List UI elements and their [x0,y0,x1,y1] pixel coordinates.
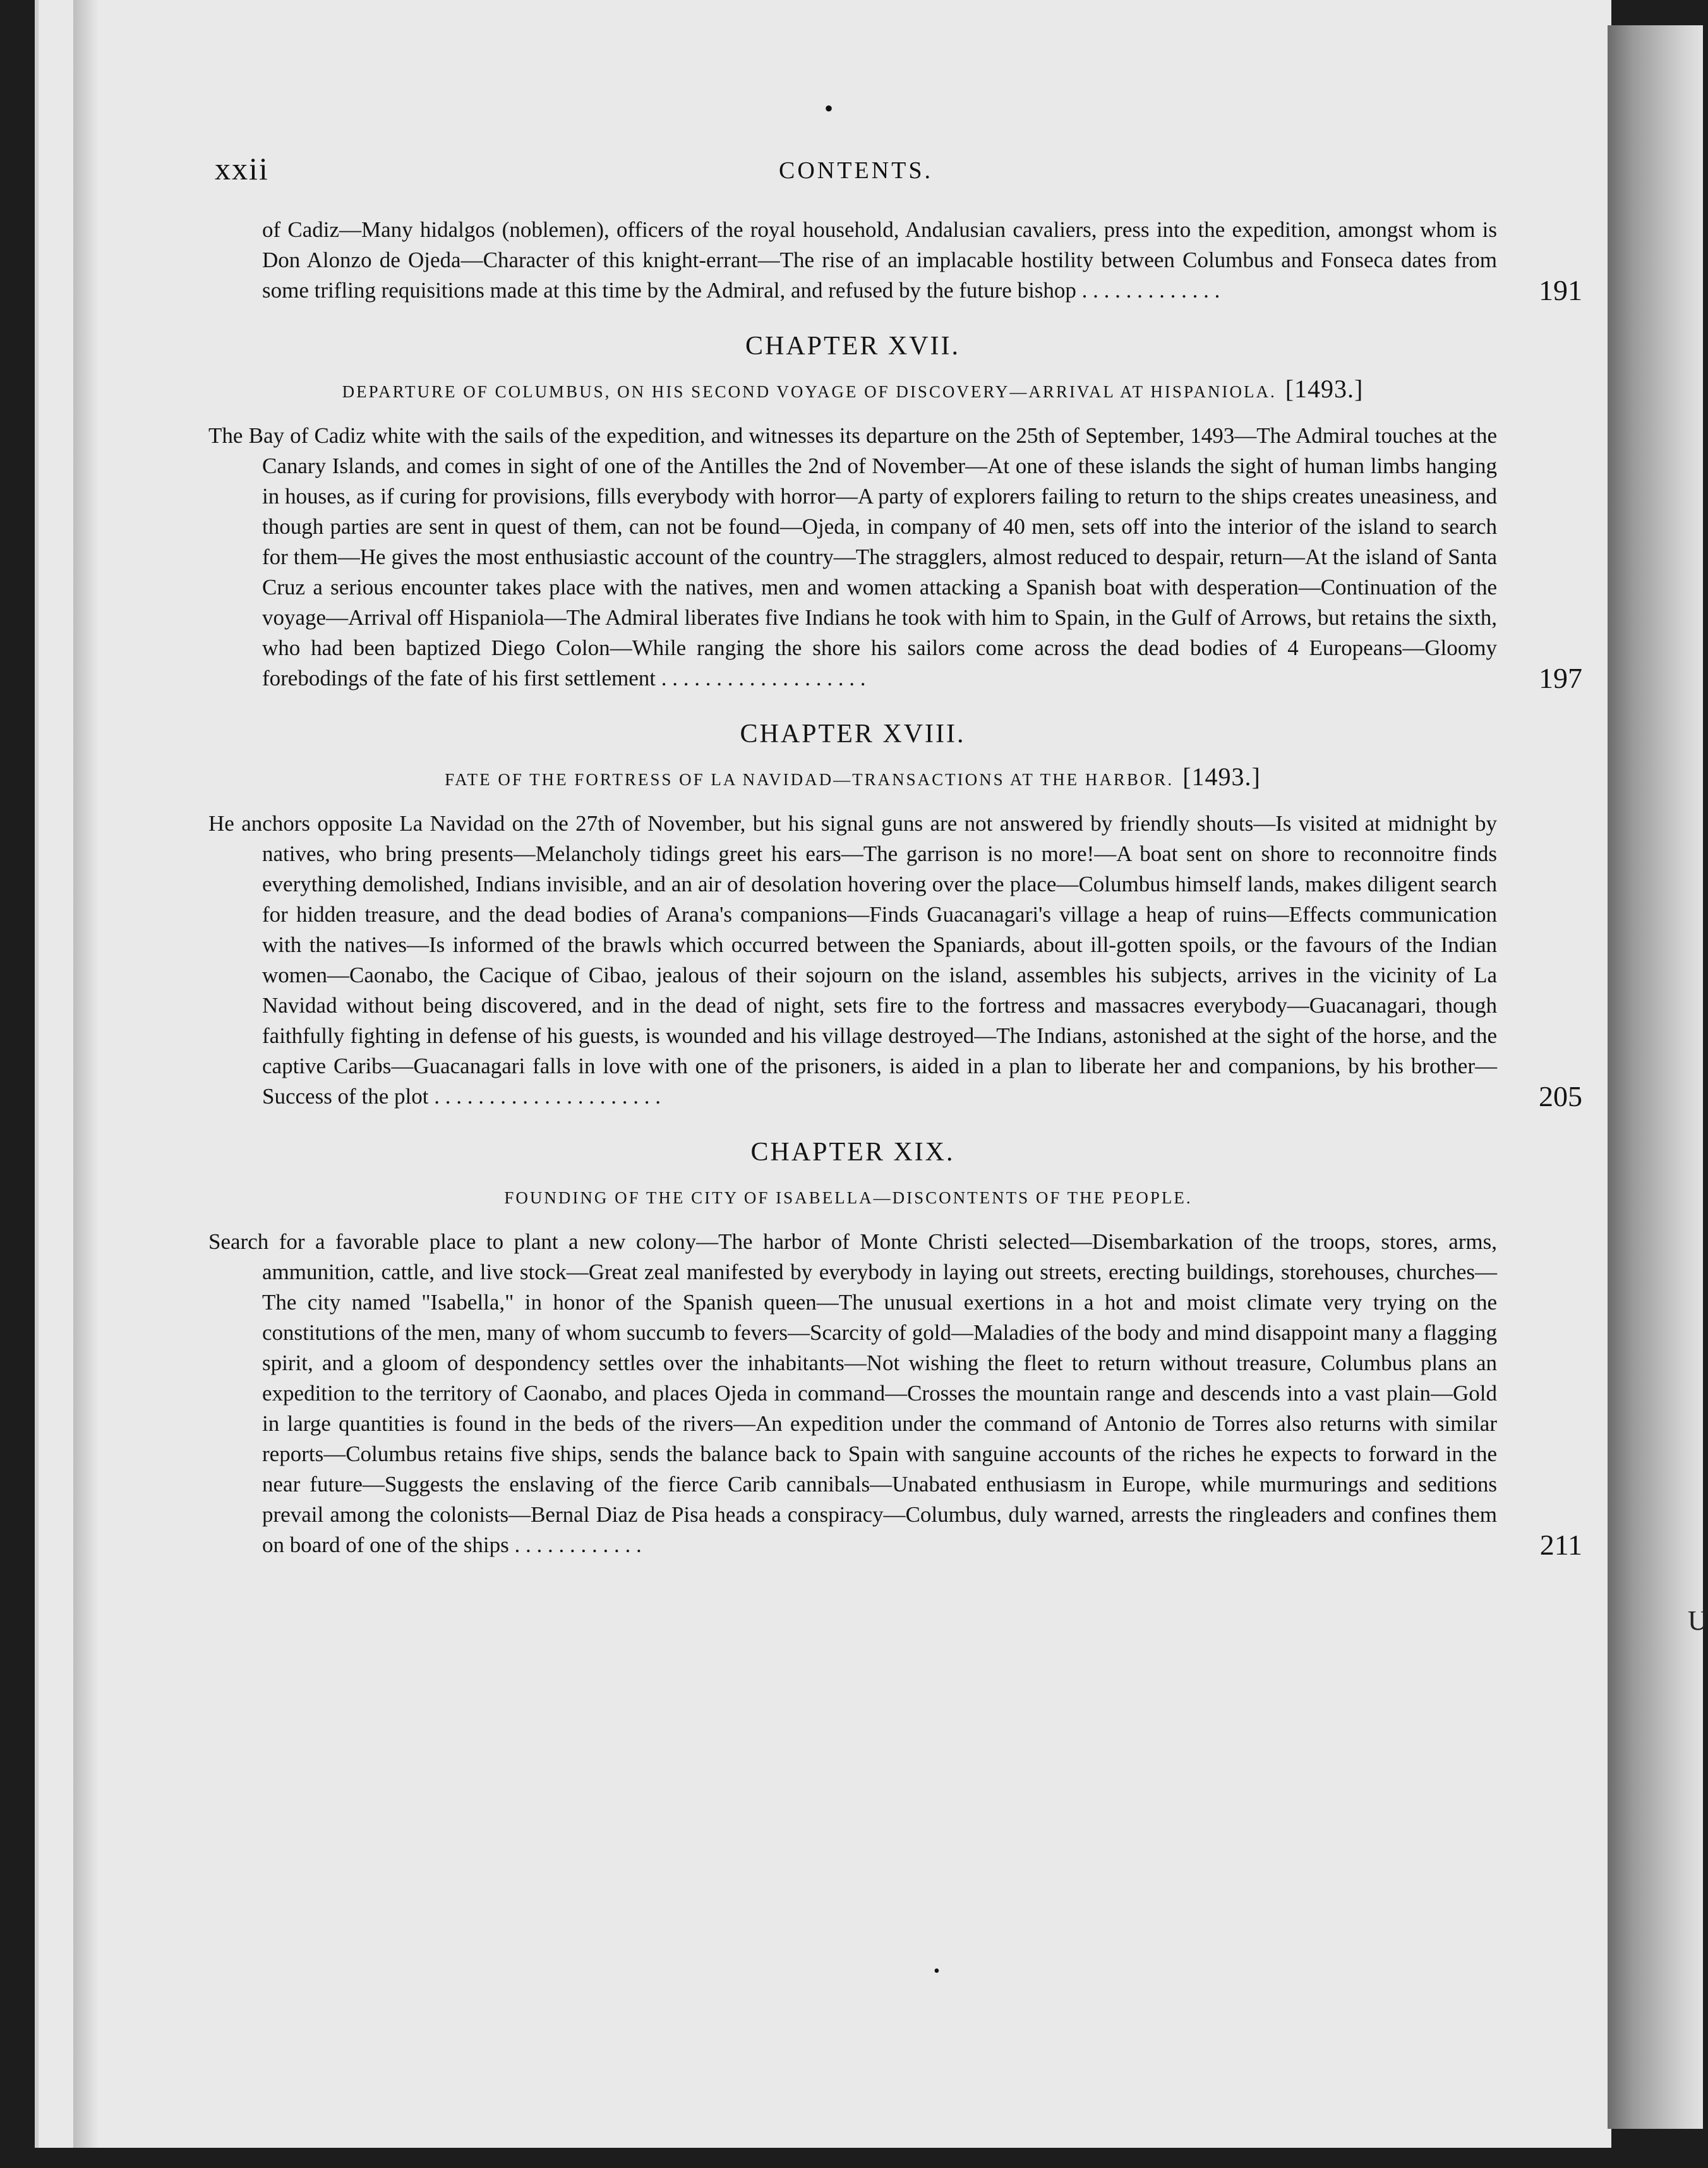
entry-lead-word: He [208,811,234,836]
chapter-section [208,331,1582,694]
page-number: xxii [215,151,269,186]
chapter-heading: CHAPTER XIX. [750,1138,955,1167]
running-title: CONTENTS. [779,157,933,184]
chapter-subtitle [259,762,1446,795]
leader-dots: . . . . . . . . . . . . . . . . . . . [661,666,866,690]
chapter-section [208,719,1582,1112]
ink-mark-top: • [824,94,834,123]
chapter-subtitle-text: DEPARTURE OF COLUMBUS, ON HIS SECOND VOYAGE OF DISCOVERY—ARRIVAL AT HISPANIOLA. [342,382,1277,401]
entry-lead-word: Search [208,1229,269,1254]
chapter-heading: CHAPTER XVII. [745,332,960,361]
leader-dots: . . . . . . . . . . . . . [1081,278,1220,303]
page-reference: 211 [1539,1529,1582,1561]
facing-page-edge [1608,25,1703,2129]
chapter-subtitle-text: FATE OF THE FORTRESS OF LA NAVIDAD—TRANSACTIONS AT THE HARBOR. [445,770,1174,789]
facing-page-letter: U [1688,1605,1708,1636]
chapter-subtitle [259,374,1446,407]
ink-mark-bottom: • [934,1961,940,1981]
entry-text: of Cadiz—Many hidalgos (noblemen), officers of the royal household, Andalusian cavaliers, press into the expedition, amongst whom is Don Alonzo de Ojeda—Character of this knight-errant—The rise of an implacable hostility between Columbus and Fonseca dates from some trifling requisitions made at this time by the Admiral, and refused by the future bishop [262,217,1497,303]
leader-dots: . . . . . . . . . . . . [514,1533,642,1557]
chapter-year: [1493.] [1182,762,1261,791]
chapter-subtitle [259,1180,1446,1213]
contents-entry [208,421,1582,694]
contents-entry [208,1227,1582,1561]
chapter-year: [1493.] [1285,375,1364,403]
contents-entry [208,215,1582,306]
chapter-subtitle-text: FOUNDING OF THE CITY OF ISABELLA—DISCONTENTS OF THE PEOPLE. [504,1188,1193,1207]
entry-lead-word: The [208,423,243,448]
leader-dots: . . . . . . . . . . . . . . . . . . . . . [434,1084,661,1109]
chapter-section [208,1137,1582,1561]
page-reference: 197 [1539,662,1582,694]
entry-text: anchors opposite La Navidad on the 27th of November, but his signal guns are not answered by friendly shouts—Is visited at midnight by natives, who bring presents—Melancholy tidings greet his ears—The garrison is no more!—A boat sent on shore to reconnoitre finds everything demolished, Indians invisible, and an air of desolation hovering over the place—Columbus himself lands, makes diligent search for hidden treasure, and the dead bodies of Arana's companions—Finds Guacanagari's village a heap of ruins—Effects communication with the natives—Is informed of the brawls which occurred between the Spaniards, about ill-gotten spoils, or the favours of the Indian women—Caonabo, the Cacique of Cibao, jealous of their sojourn on the island, assembles his subjects, arrives in the vicinity of La Navidad without being discovered, and in the dead of night, sets fire to the fortress and massacres everybody—Guacanagari, though faithfully fighting in defense of his guests, is wounded and his village destroyed—The Indians, astonished at the sight of the horse, and the captive Caribs—Guacanagari falls in love with one of the prisoners, is aided in a plan to liberate her and companions, by his brother—Success of the plot [241,811,1497,1109]
entry-text: Bay of Cadiz white with the sails of the expedition, and witnesses its departure on the 25th of September, 1493—The Admiral touches at the Canary Islands, and comes in sight of one of the Antilles the 2nd of November—At one of these islands the sight of human limbs hanging in houses, as if curing for provisions, fills everybody with horror—A party of explorers failing to return to the ships creates uneasiness, and though parties are sent in quest of them, can not be found—Ojeda, in company of 40 men, sets off into the interior of the island to search for them—He gives the most enthusiastic account of the country—The stragglers, almost reduced to despair, return—At the island of Santa Cruz a serious encounter takes place with the natives, men and women attacking a Spanish boat with desperation—Continuation of the voyage—Arrival off Hispaniola—The Admiral liberates five Indians he took with him to Spain, in the Gulf of Arrows, but retains the sixth, who had been baptized Diego Colon—While ranging the shore his sailors come across the dead bodies of 4 Europeans—Gloomy forebodings of the fate of his first settlement [248,423,1498,690]
contents-body [208,215,1582,1561]
chapter-heading: CHAPTER XVIII. [740,720,966,749]
contents-entry [208,809,1582,1112]
spine-shadow [73,0,99,2148]
running-header [215,150,1497,195]
page-reference: 191 [1539,274,1582,306]
entry-text: for a favorable place to plant a new colony—The harbor of Monte Christi selected—Disembarkation of the troops, stores, arms, ammunition, cattle, and live stock—Great zeal manifested by everybody in laying out streets, erecting buildings, storehouses, churches—The city named "Isabella," in honor of the Spanish queen—The unusual exertions in a hot and moist climate very trying on the constitutions of the men, many of whom succumb to fevers—Scarcity of gold—Maladies of the body and mind disappoint many a flagging spirit, and a gloom of despondency settles over the inhabitants—Not wishing the fleet to return without treasure, Columbus plans an expedition to the territory of Caonabo, and places Ojeda in command—Crosses the mountain range and descends into a vast plain—Gold in large quantities is found in the beds of the rivers—An expedition under the command of Antonio de Torres also returns with similar reports—Columbus retains five ships, sends the balance back to Spain with sanguine accounts of the riches he expects to forward in the near future—Suggests the enslaving of the fierce Carib cannibals—Unabated enthusiasm in Europe, while murmurings and seditions prevail among the colonists—Bernal Diaz de Pisa heads a conspiracy—Columbus, duly warned, arrests the ringleaders and confines them on board of one of the ships [262,1229,1498,1557]
page-reference: 205 [1539,1080,1582,1112]
